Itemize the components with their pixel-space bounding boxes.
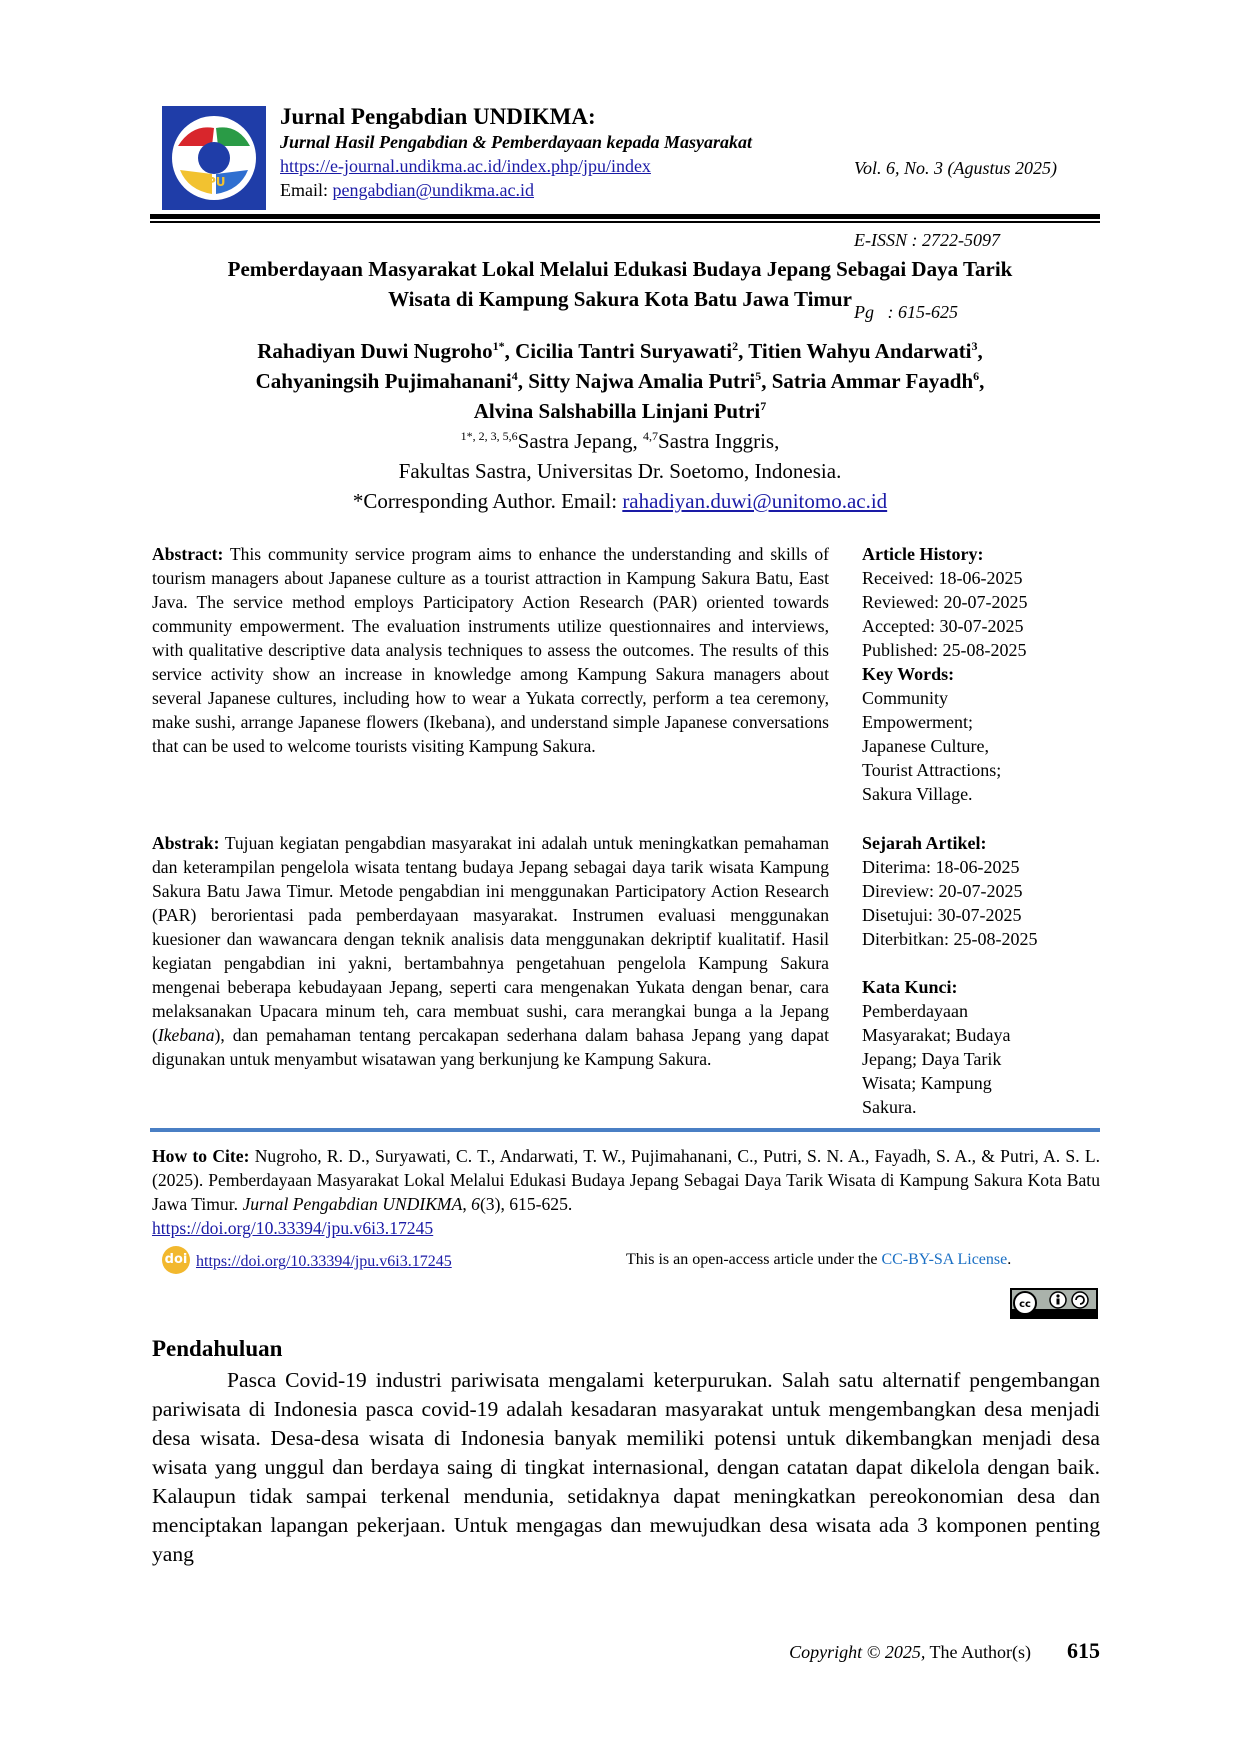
author-sup: 1* <box>492 339 505 353</box>
issue-info <box>854 108 1057 372</box>
logo-text: JPU <box>202 175 226 189</box>
author-sup: 2 <box>732 339 739 353</box>
diterbitkan-date: Diterbitkan: 25-08-2025 <box>862 929 1038 949</box>
copyright-authors: The Author(s) <box>925 1642 1031 1662</box>
page-footer <box>789 1638 1100 1664</box>
diterima-date: Diterima: 18-06-2025 <box>862 857 1020 877</box>
corresponding-email-link[interactable]: rahadiyan.duwi@unitomo.ac.id <box>622 489 888 513</box>
affil-faculty: Fakultas Sastra, Universitas Dr. Soetomo, Indonesia. <box>398 459 842 483</box>
keywords-heading: Key Words: <box>862 664 955 684</box>
title-line-1: Pemberdayaan Masyarakat Lokal Melalui Edukasi Budaya Jepang Sebagai Daya Tarik <box>227 257 1013 281</box>
article-title <box>140 254 1100 314</box>
cite-sep: , <box>462 1194 472 1214</box>
reviewed-date: Reviewed: 20-07-2025 <box>862 592 1028 612</box>
title-line-2: Wisata di Kampung Sakura Kota Batu Jawa Timur <box>388 287 852 311</box>
published-date: Published: 25-08-2025 <box>862 640 1027 660</box>
cite-text: Nugroho, R. D., Suryawati, C. T., Andarwati, T. W., Pujimahanani, C., Putri, S. N. A., Fayadh, S. A., & Putri, A. S. L. (2025). Pemberdayaan Masyarakat Lokal Melalui Edukasi Budaya Jepang Sebagai Daya Tarik Wisata di Kampung Sakura Kota Batu Jawa Timur. <box>152 1146 1100 1214</box>
cite-label: How to Cite: <box>152 1146 250 1166</box>
cite-volume: 6 <box>471 1194 480 1214</box>
received-date: Received: 18-06-2025 <box>862 568 1023 588</box>
doi-link[interactable]: https://doi.org/10.33394/jpu.v6i3.17245 <box>196 1253 452 1270</box>
kata-kunci-line: Wisata; Kampung <box>862 1073 992 1093</box>
kata-kunci-line: Masyarakat; Budaya <box>862 1025 1011 1045</box>
section-body: Pasca Covid-19 industri pariwisata mengalami keterpurukan. Salah satu alternatif pengembangan pariwisata di Indonesia pasca covid-19 adalah kesadaran masyarakat untuk mengembangkan desa menjadi desa wisata. Desa-desa wisata di Indonesia banyak memiliki potensi untuk dikembangkan menjadi desa wisata yang unggul dan berdaya saing di tingkat internasional, dengan catatan dapat dikelola dengan baik. Kalaupun tidak sampai terkenal mendunia, setidaknya dapat meningkatkan pereokonomian desa dan menciptakan lapangan pekerjaan. Untuk mengagas dan mewujudkan desa wisata ada 3 komponen penting yang <box>152 1368 1100 1566</box>
svg-text:cc: cc <box>1019 1299 1031 1310</box>
affil-sup: 1*, 2, 3, 5,6 <box>460 429 518 443</box>
oa-end: . <box>1007 1251 1012 1268</box>
cite-doi-link[interactable]: https://doi.org/10.33394/jpu.v6i3.17245 <box>152 1218 434 1238</box>
logo-emblem-icon <box>162 106 266 210</box>
author-sup: 5 <box>755 369 762 383</box>
email-label: Email: <box>280 180 333 200</box>
journal-url-link[interactable]: https://e-journal.undikma.ac.id/index.php/jpu/index <box>280 156 651 176</box>
oa-text: This is an open-access article under the <box>626 1251 882 1268</box>
abstract-divider <box>150 1128 1100 1132</box>
volume-info: Vol. 6, No. 3 (Agustus 2025) <box>854 158 1058 178</box>
doi-row <box>162 1246 1102 1276</box>
affiliation-block <box>140 426 1100 516</box>
kata-kunci-line: Pemberdayaan <box>862 1001 968 1021</box>
journal-subtitle: Jurnal Hasil Pengabdian & Pemberdayaan kepada Masyarakat <box>280 132 753 152</box>
keyword-line: Community <box>862 688 949 708</box>
kata-kunci-line: Sakura. <box>862 1097 917 1117</box>
author-sep: , <box>979 369 985 393</box>
author-sup: 6 <box>973 369 980 383</box>
how-to-cite <box>152 1144 1100 1240</box>
keyword-line: Japanese Culture, <box>862 736 989 756</box>
abstract-text: This community service program aims to enhance the understanding and skills of tourism managers about Japanese culture as a tourist attraction in Kampung Sakura Batu, East Java. The service method employs Participatory Action Research (PAR) oriented towards community empowerment. The evaluation instruments utilize questionnaires and interviews, with qualitative descriptive data analysis techniques to assess the outcomes. The results of this service activity show an increase in knowledge among Kampung Sakura managers about several Japanese cultures, including how to wear a Yukata correctly, perform a tea ceremony, make sushi, arrange Japanese flowers (Ikebana), and understand simple Japanese conversations that can be used to welcome tourists visiting Kampung Sakura. <box>152 544 829 756</box>
journal-name: Jurnal Pengabdian UNDIKMA: <box>280 104 596 129</box>
cc-by-sa-badge-icon[interactable] <box>1010 1288 1098 1319</box>
abstrak-text-end: ), dan pemahaman tentang percakapan sederhana dalam bahasa Jepang yang dapat digunakan untuk menyambut wisatawan yang berkunjung ke Kampung Sakura. <box>152 1025 829 1069</box>
accepted-date: Accepted: 30-07-2025 <box>862 616 1024 636</box>
journal-logo <box>162 106 266 210</box>
abstract-label: Abstract: <box>152 544 224 564</box>
doi-icon: doi <box>162 1246 190 1274</box>
pages-info: Pg : 615-625 <box>854 302 958 322</box>
author-sup: 7 <box>760 399 767 413</box>
header-rule-thin <box>150 221 1100 223</box>
page-number: 615 <box>1067 1638 1100 1663</box>
affil-sup: 4,7 <box>643 429 659 443</box>
author-name: Rahadiyan Duwi Nugroho <box>257 339 493 363</box>
abstrak-italic: Ikebana <box>157 1025 215 1045</box>
article-history-indonesian <box>862 831 1102 1119</box>
keyword-line: Sakura Village. <box>862 784 973 804</box>
author-name: Cahyaningsih Pujimahanani <box>255 369 512 393</box>
cite-journal: Jurnal Pengabdian UNDIKMA <box>242 1194 463 1214</box>
author-name: , Cicilia Tantri Suryawati <box>504 339 733 363</box>
header-rule-thick <box>150 214 1100 219</box>
open-access-note <box>626 1251 1011 1269</box>
issn-info: E-ISSN : 2722-5097 <box>854 230 1000 250</box>
keyword-line: Tourist Attractions; <box>862 760 1002 780</box>
author-list <box>140 336 1100 426</box>
cite-rest: (3), 615-625. <box>479 1194 573 1214</box>
author-name: , Satria Ammar Fayadh <box>761 369 974 393</box>
license-link[interactable]: CC-BY-SA License <box>881 1251 1008 1268</box>
keyword-line: Empowerment; <box>862 712 973 732</box>
article-history-english <box>862 542 1102 806</box>
kata-kunci-heading: Kata Kunci: <box>862 977 958 997</box>
history-heading: Article History: <box>862 544 984 564</box>
disetujui-date: Disetujui: 30-07-2025 <box>862 905 1022 925</box>
kata-kunci-line: Jepang; Daya Tarik <box>862 1049 1002 1069</box>
abstrak-label: Abstrak: <box>152 833 220 853</box>
abstract-indonesian <box>152 831 829 1071</box>
author-sep: , <box>977 339 983 363</box>
section-title: Pendahuluan <box>152 1336 283 1361</box>
author-name: , Titien Wahyu Andarwati <box>738 339 972 363</box>
abstract-english <box>152 542 829 758</box>
sejarah-heading: Sejarah Artikel: <box>862 833 987 853</box>
affil-dept: Sastra Jepang, <box>517 429 644 453</box>
copyright-text: Copyright © 2025, <box>789 1642 926 1662</box>
author-sup: 3 <box>971 339 978 353</box>
abstrak-text: Tujuan kegiatan pengabdian masyarakat ini adalah untuk meningkatkan pemahaman dan keterampilan pengelola wisata tentang budaya Jepang sebagai daya tarik wisata Kampung Sakura Batu Jawa Timur. Metode pengabdian ini menggunakan Participatory Action Research (PAR) berorientasi pada pemberdayaan masyarakat. Instrumen evaluasi menggunakan kuesioner dan wawancara dengan teknik analisis data menggunakan dekriptif kualitatif. Hasil kegiatan pengabdian ini yakni, bertambahnya pengetahuan pengelola Kampung Sakura mengenai beberapa kebudayaan Jepang, seperti cara mengenakan Yukata dengan benar, cara melaksanakan Upacara minum teh, cara membuat sushi, cara merangkai bunga a la Jepang ( <box>152 833 829 1045</box>
journal-email-link[interactable]: pengabdian@undikma.ac.id <box>332 180 535 200</box>
author-name: Alvina Salshabilla Linjani Putri <box>473 399 761 423</box>
affil-dept: Sastra Inggris, <box>658 429 780 453</box>
author-sup: 4 <box>511 369 518 383</box>
author-name: , Sitty Najwa Amalia Putri <box>517 369 756 393</box>
corresponding-label: *Corresponding Author. Email: <box>352 489 623 513</box>
direview-date: Direview: 20-07-2025 <box>862 881 1023 901</box>
